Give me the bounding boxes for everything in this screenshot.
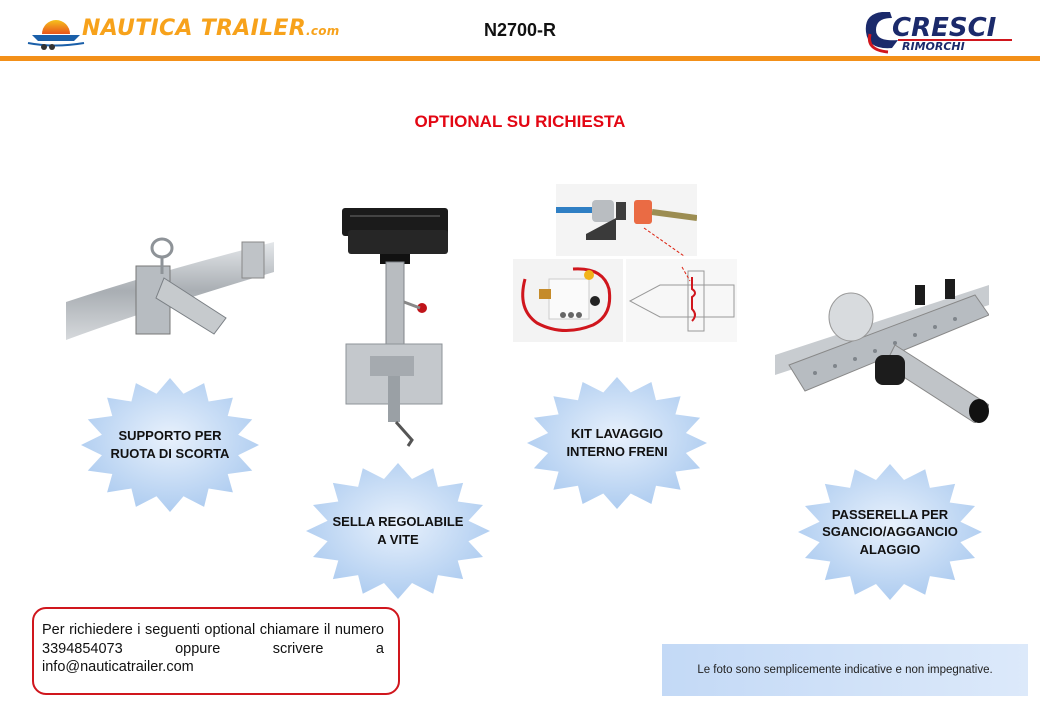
contact-text: Per richiedere i seguenti optional chiamare il numero 3394854073 oppure scrivere a info@nauticatrailer.com [42, 622, 384, 676]
svg-text:RIMORCHI: RIMORCHI [902, 40, 965, 53]
svg-text:CRESCI: CRESCI [892, 13, 997, 43]
option-adjustable-saddle-badge [305, 462, 491, 600]
brake-wash-fitting-photo [556, 184, 697, 256]
spare-wheel-support-photo [66, 222, 274, 342]
brake-wash-diagram-photo [626, 259, 737, 342]
option-spare-wheel-support-badge [80, 377, 260, 513]
page-title: N2700-R [483, 20, 557, 40]
adjustable-saddle-photo [340, 206, 450, 448]
option-label: PASSERELLA PER SGANCIO/AGGANCIO ALAGGIO [822, 506, 958, 557]
disclaimer-text: Le foto sono semplicemente indicative e non impegnative. [697, 664, 993, 676]
contact-info-box [32, 607, 400, 695]
photo-disclaimer [662, 644, 1028, 696]
walkway-photo [775, 275, 989, 423]
header-divider [0, 56, 1040, 61]
option-label: SUPPORTO PER RUOTA DI SCORTA [110, 428, 230, 461]
option-label: SELLA REGOLABILE A VITE [332, 514, 464, 547]
option-brake-wash-kit-badge [526, 376, 708, 510]
option-label: KIT LAVAGGIO INTERNO FRENI [566, 426, 668, 459]
option-walkway-badge [797, 463, 983, 601]
brake-wash-kit-photo [513, 259, 623, 342]
section-title: OPTIONAL SU RICHIESTA [414, 112, 626, 131]
brand-left: NAUTICA TRAILER.com [82, 16, 340, 41]
cresci-logo [862, 6, 1022, 54]
